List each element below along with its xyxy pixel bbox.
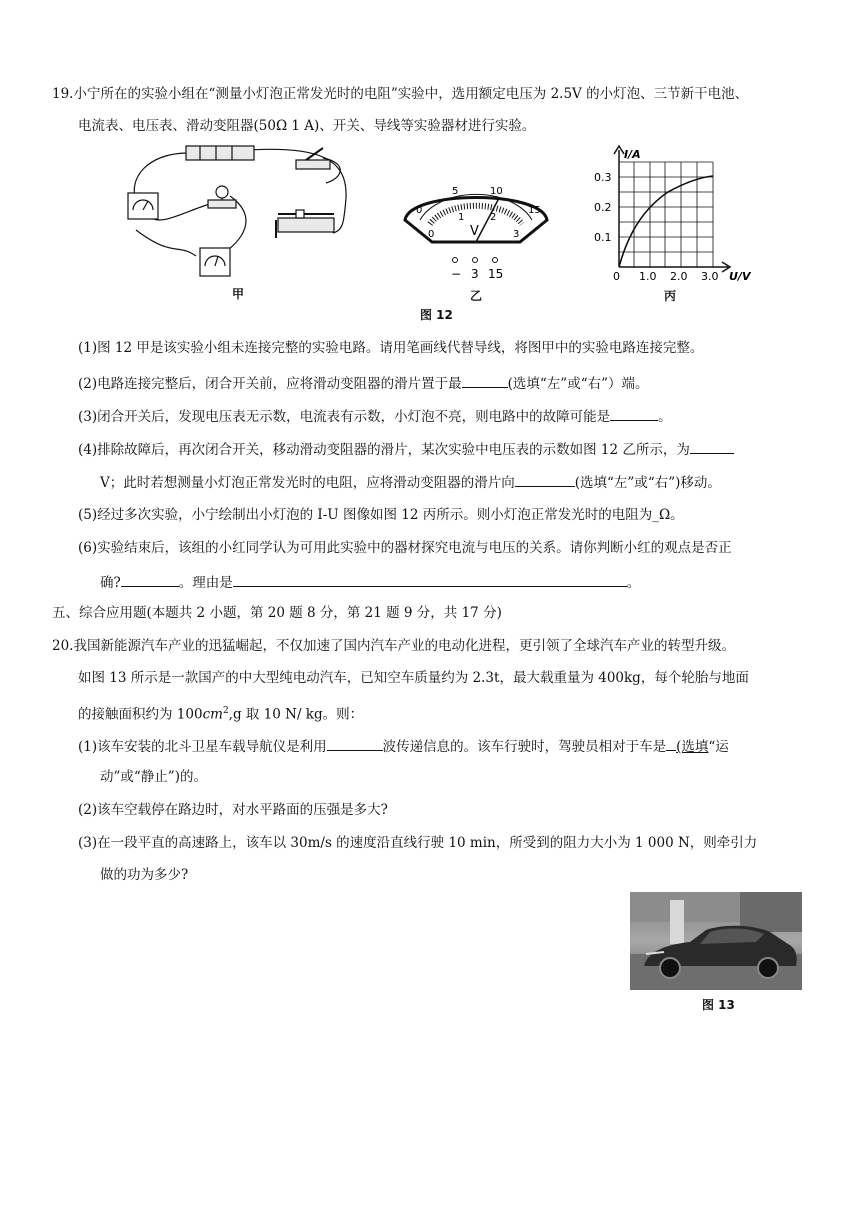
q20-line3-text-a: 的接触面积约为 100 — [78, 706, 203, 723]
q20-part1-text-a: (1)该车安装的北斗卫星车载导航仪是利用 — [78, 739, 327, 755]
q19-part3-text-b: 。 — [658, 409, 672, 425]
label-jia: 甲 — [232, 287, 245, 301]
q19-part6-text-d: 。 — [626, 575, 641, 591]
q19-part2-text-a: (2)电路连接完整后，闭合开关前，应将滑动变阻器的滑片置于最 — [78, 376, 462, 392]
circuit-diagram-jia — [118, 138, 368, 303]
terminal-3: 3 — [471, 267, 479, 281]
terminal-15: 15 — [488, 267, 504, 281]
dial-lower-1: 1 — [458, 212, 465, 223]
dial-upper-5: 5 — [452, 186, 459, 197]
q20-part1-text-d: “运 — [708, 739, 729, 755]
q20-part2: (2)该车空载停在路边时，对水平路面的压强是多大? — [78, 802, 388, 818]
answer-blank-4a[interactable] — [690, 439, 734, 454]
label-bing: 丙 — [664, 289, 677, 303]
q19-part3 — [78, 406, 672, 426]
q20-part1-line1 — [78, 736, 729, 756]
q20-part1-text-c: (选填 — [676, 739, 709, 755]
q19-part4-line2 — [100, 472, 721, 492]
q19-part4-line1 — [78, 439, 734, 459]
answer-blank-20-1a[interactable] — [327, 736, 383, 751]
q19-part1: (1)图 12 甲是该实验小组未连接完整的实验电路。请用笔画线代替导线，将图甲中的实验电路连接完整。 — [78, 340, 704, 356]
q19-part2-text-b: (选填“左”或“右”）端。 — [507, 376, 649, 392]
answer-blank-2[interactable] — [462, 373, 508, 388]
q20-area-unit: cm — [202, 706, 223, 723]
q20-area-sup: 2 — [222, 706, 229, 716]
dial-upper-0: 0 — [416, 205, 423, 216]
q19-intro-line1: 19.小宁所在的实验小组在“测量小灯泡正常发光时的电阻”实验中，选用额定电压为 2.5V 的小灯泡、三节新干电池、 — [52, 86, 749, 102]
graph-x-tick-2: 2.0 — [670, 270, 688, 283]
q19-part5: (5)经过多次实验，小宁绘制出小灯泡的 I-U 图像如图 12 丙所示。则小灯泡正常发光时的电阻为_Ω。 — [78, 507, 684, 523]
q19-part6-line1: (6)实验结束后，该组的小红同学认为可用此实验中的器材探究电流与电压的关系。请你判断小红的观点是否正 — [78, 540, 732, 556]
q19-part3-text-a: (3)闭合开关后，发现电压表无示数，电流表有示数，小灯泡不亮，则电路中的故障可能是 — [78, 409, 611, 425]
q20-part3-line2: 做的功为多少? — [100, 867, 189, 883]
car-photo — [630, 892, 802, 990]
dial-upper-10: 10 — [490, 186, 503, 197]
answer-blank-20-1b[interactable] — [666, 736, 676, 751]
graph-y-tick-0.3: 0.3 — [594, 171, 612, 184]
q19-part4-text-a: (4)排除故障后，再次闭合开关，移动滑动变阻器的滑片，某次实验中电压表的示数如图 12 乙所示，为 — [78, 442, 690, 458]
dial-lower-3: 3 — [513, 229, 520, 240]
answer-blank-6b[interactable] — [233, 572, 627, 587]
q20-part1-line2: 动”或“静止”)的。 — [100, 769, 207, 785]
terminal-neg: − — [451, 267, 462, 281]
dial-upper-15: 15 — [528, 205, 541, 216]
graph-x-tick-3: 3.0 — [701, 270, 719, 283]
figure-13-caption: 图 13 — [702, 998, 735, 1012]
q20-part1-text-b: 波传递信息的。该车行驶时，驾驶员相对于车是 — [382, 739, 667, 755]
voltmeter-dial-yi — [400, 180, 552, 284]
graph-xlabel: U/V — [729, 270, 751, 283]
q19-part6-text-b: 确? — [100, 575, 121, 591]
q20-line3-text-b: ,g 取 10 N/ kg。则： — [228, 706, 364, 723]
graph-y-tick-0.1: 0.1 — [594, 231, 612, 244]
q20-part3-line1: (3)在一段平直的高速路上，该车以 30m/s 的速度沿直线行驶 10 min，所受到的阻力大小为 1 000 N，则牵引力 — [78, 835, 758, 851]
answer-blank-4b[interactable] — [515, 472, 575, 487]
q20-line3 — [78, 702, 363, 724]
graph-y-tick-0.2: 0.2 — [594, 201, 612, 214]
figure-12-caption: 图 12 — [420, 308, 453, 322]
section-5-heading: 五、综合应用题(本题共 2 小题，第 20 题 8 分，第 21 题 9 分，共 17 分) — [52, 605, 502, 621]
q19-part2 — [78, 373, 649, 393]
graph-origin: 0 — [613, 270, 620, 283]
q20-line1: 20.我国新能源汽车产业的迅猛崛起，不仅加速了国内汽车产业的电动化进程，更引领了全球汽车产业的转型升级。 — [52, 638, 735, 654]
answer-blank-3[interactable] — [610, 406, 658, 421]
q19-intro-line2: 电流表、电压表、滑动变阻器(50Ω 1 A)、开关、导线等实验器材进行实验。 — [78, 118, 536, 134]
q19-part4-text-b: V；此时若想测量小灯泡正常发光时的电阻，应将滑动变阻器的滑片向 — [100, 475, 515, 491]
q19-part4-text-c: (选填“左”或“右”)移动。 — [574, 475, 721, 491]
q19-part6-line2 — [100, 572, 640, 592]
dial-lower-2: 2 — [490, 212, 497, 223]
dial-lower-0: 0 — [428, 229, 435, 240]
label-yi: 乙 — [470, 289, 483, 303]
graph-ylabel: I/A — [624, 148, 641, 161]
graph-x-tick-1: 1.0 — [639, 270, 657, 283]
answer-blank-6a[interactable] — [121, 572, 179, 587]
q20-line2: 如图 13 所示是一款国产的中大型纯电动汽车，已知空车质量约为 2.3t，最大载重量为 400kg，每个轮胎与地面 — [78, 670, 749, 686]
q19-part6-text-c: 。理由是 — [178, 575, 233, 591]
iu-graph-bing — [588, 144, 758, 284]
dial-unit: V — [470, 224, 479, 239]
